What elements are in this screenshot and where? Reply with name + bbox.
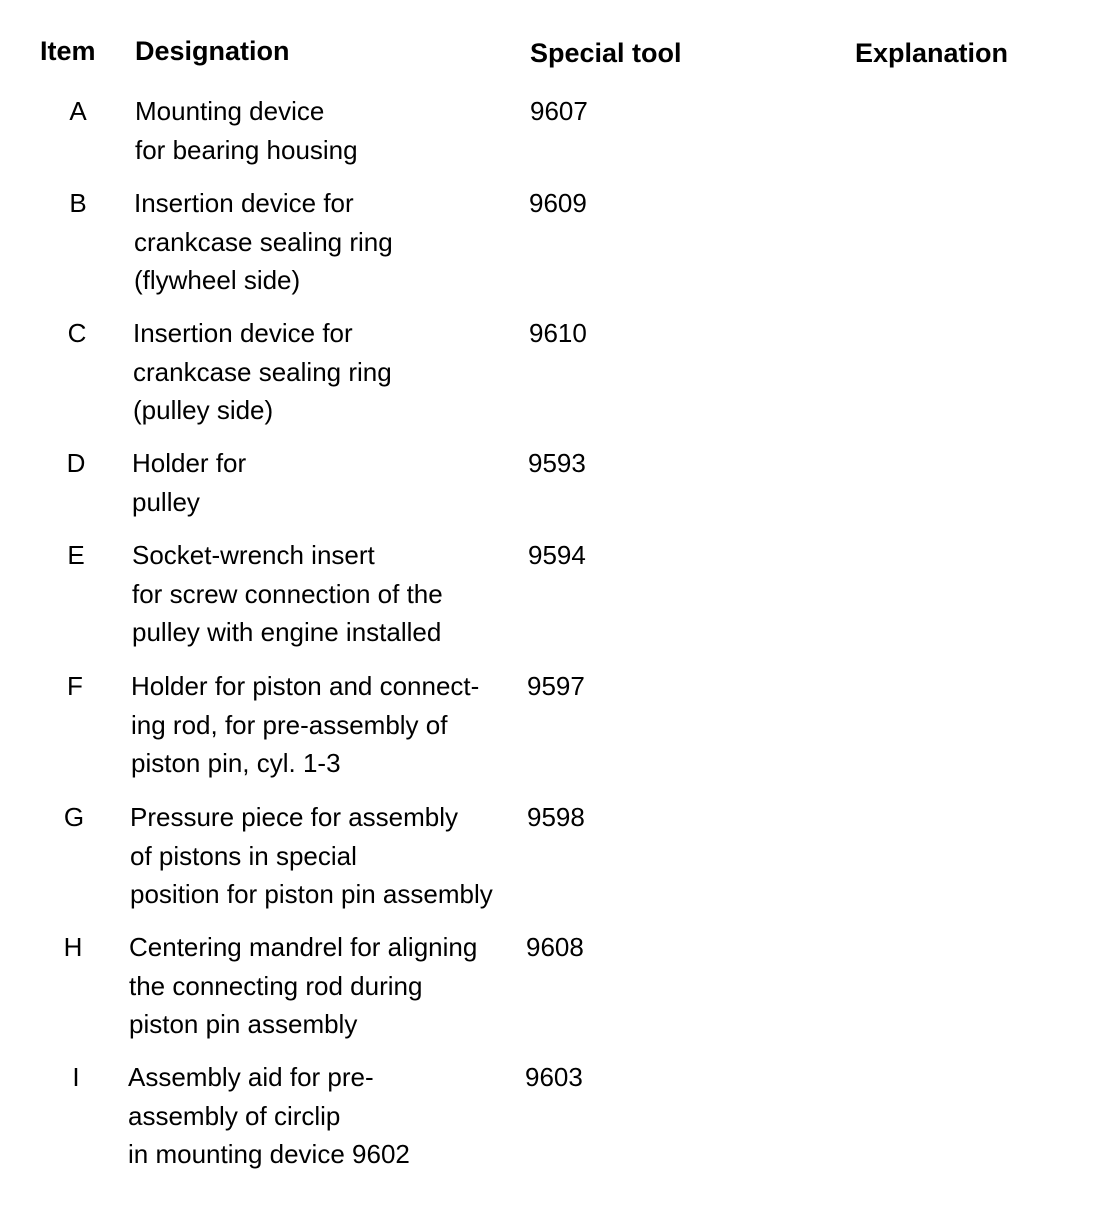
row-item-letter: E	[67, 540, 85, 570]
designation-line: Centering mandrel for aligning	[129, 932, 478, 962]
row-designation	[132, 536, 443, 652]
designation-line: piston pin assembly	[129, 1009, 358, 1039]
column-header-explanation: Explanation	[855, 38, 1009, 68]
row-item-letter: G	[63, 802, 85, 832]
row-item-letter: C	[67, 318, 87, 348]
column-header-designation: Designation	[135, 36, 290, 66]
row-special-tool-number: 9598	[527, 802, 585, 832]
designation-line: piston pin, cyl. 1-3	[131, 748, 341, 778]
row-special-tool-number: 9607	[530, 96, 588, 126]
designation-line: assembly of circlip	[128, 1100, 341, 1131]
designation-line: Socket-wrench insert	[132, 540, 375, 570]
row-special-tool-number: 9603	[525, 1062, 583, 1092]
row-designation	[130, 798, 493, 914]
row-item-letter: I	[72, 1062, 80, 1092]
designation-line: position for piston pin assembly	[130, 879, 493, 909]
designation-line: pulley	[132, 486, 200, 517]
designation-line: the connecting rod during	[129, 970, 423, 1001]
designation-line: Mounting device	[135, 96, 325, 126]
row-special-tool-number: 9608	[526, 932, 584, 962]
row-designation	[135, 92, 358, 169]
designation-line: crankcase sealing ring	[133, 356, 392, 387]
row-designation	[132, 444, 246, 521]
row-special-tool-number: 9593	[528, 448, 586, 478]
row-item-letter: H	[63, 932, 83, 962]
row-designation	[128, 1058, 410, 1174]
designation-line: pulley with engine installed	[132, 617, 442, 647]
designation-line: Insertion device for	[133, 318, 353, 348]
row-special-tool-number: 9594	[528, 540, 586, 570]
designation-line: Pressure piece for assembly	[130, 802, 459, 832]
designation-line: Assembly aid for pre-	[128, 1062, 374, 1092]
designation-line: in mounting device 9602	[128, 1139, 410, 1169]
row-designation	[131, 667, 479, 783]
row-item-letter: B	[69, 188, 87, 218]
column-header-special-tool: Special tool	[530, 38, 682, 68]
row-special-tool-number: 9610	[529, 318, 587, 348]
designation-line: Holder for piston and connect-	[131, 671, 480, 701]
designation-line: ing rod, for pre-assembly of	[131, 709, 448, 740]
row-designation	[129, 928, 477, 1044]
column-header-item: Item	[40, 36, 96, 66]
row-item-letter: F	[67, 671, 83, 701]
designation-line: Insertion device for	[134, 188, 354, 218]
row-designation	[134, 184, 393, 300]
designation-line: for screw connection of the	[132, 578, 443, 609]
row-special-tool-number: 9597	[527, 671, 585, 701]
designation-line: of pistons in special	[130, 840, 357, 871]
designation-line: (pulley side)	[133, 395, 274, 425]
row-item-letter: A	[69, 96, 87, 126]
row-special-tool-number: 9609	[529, 188, 587, 218]
designation-line: Holder for	[132, 448, 247, 478]
designation-line: (flywheel side)	[134, 265, 301, 295]
row-item-letter: D	[66, 448, 86, 478]
designation-line: for bearing housing	[135, 134, 358, 165]
row-designation	[133, 314, 392, 430]
designation-line: crankcase sealing ring	[134, 226, 393, 257]
